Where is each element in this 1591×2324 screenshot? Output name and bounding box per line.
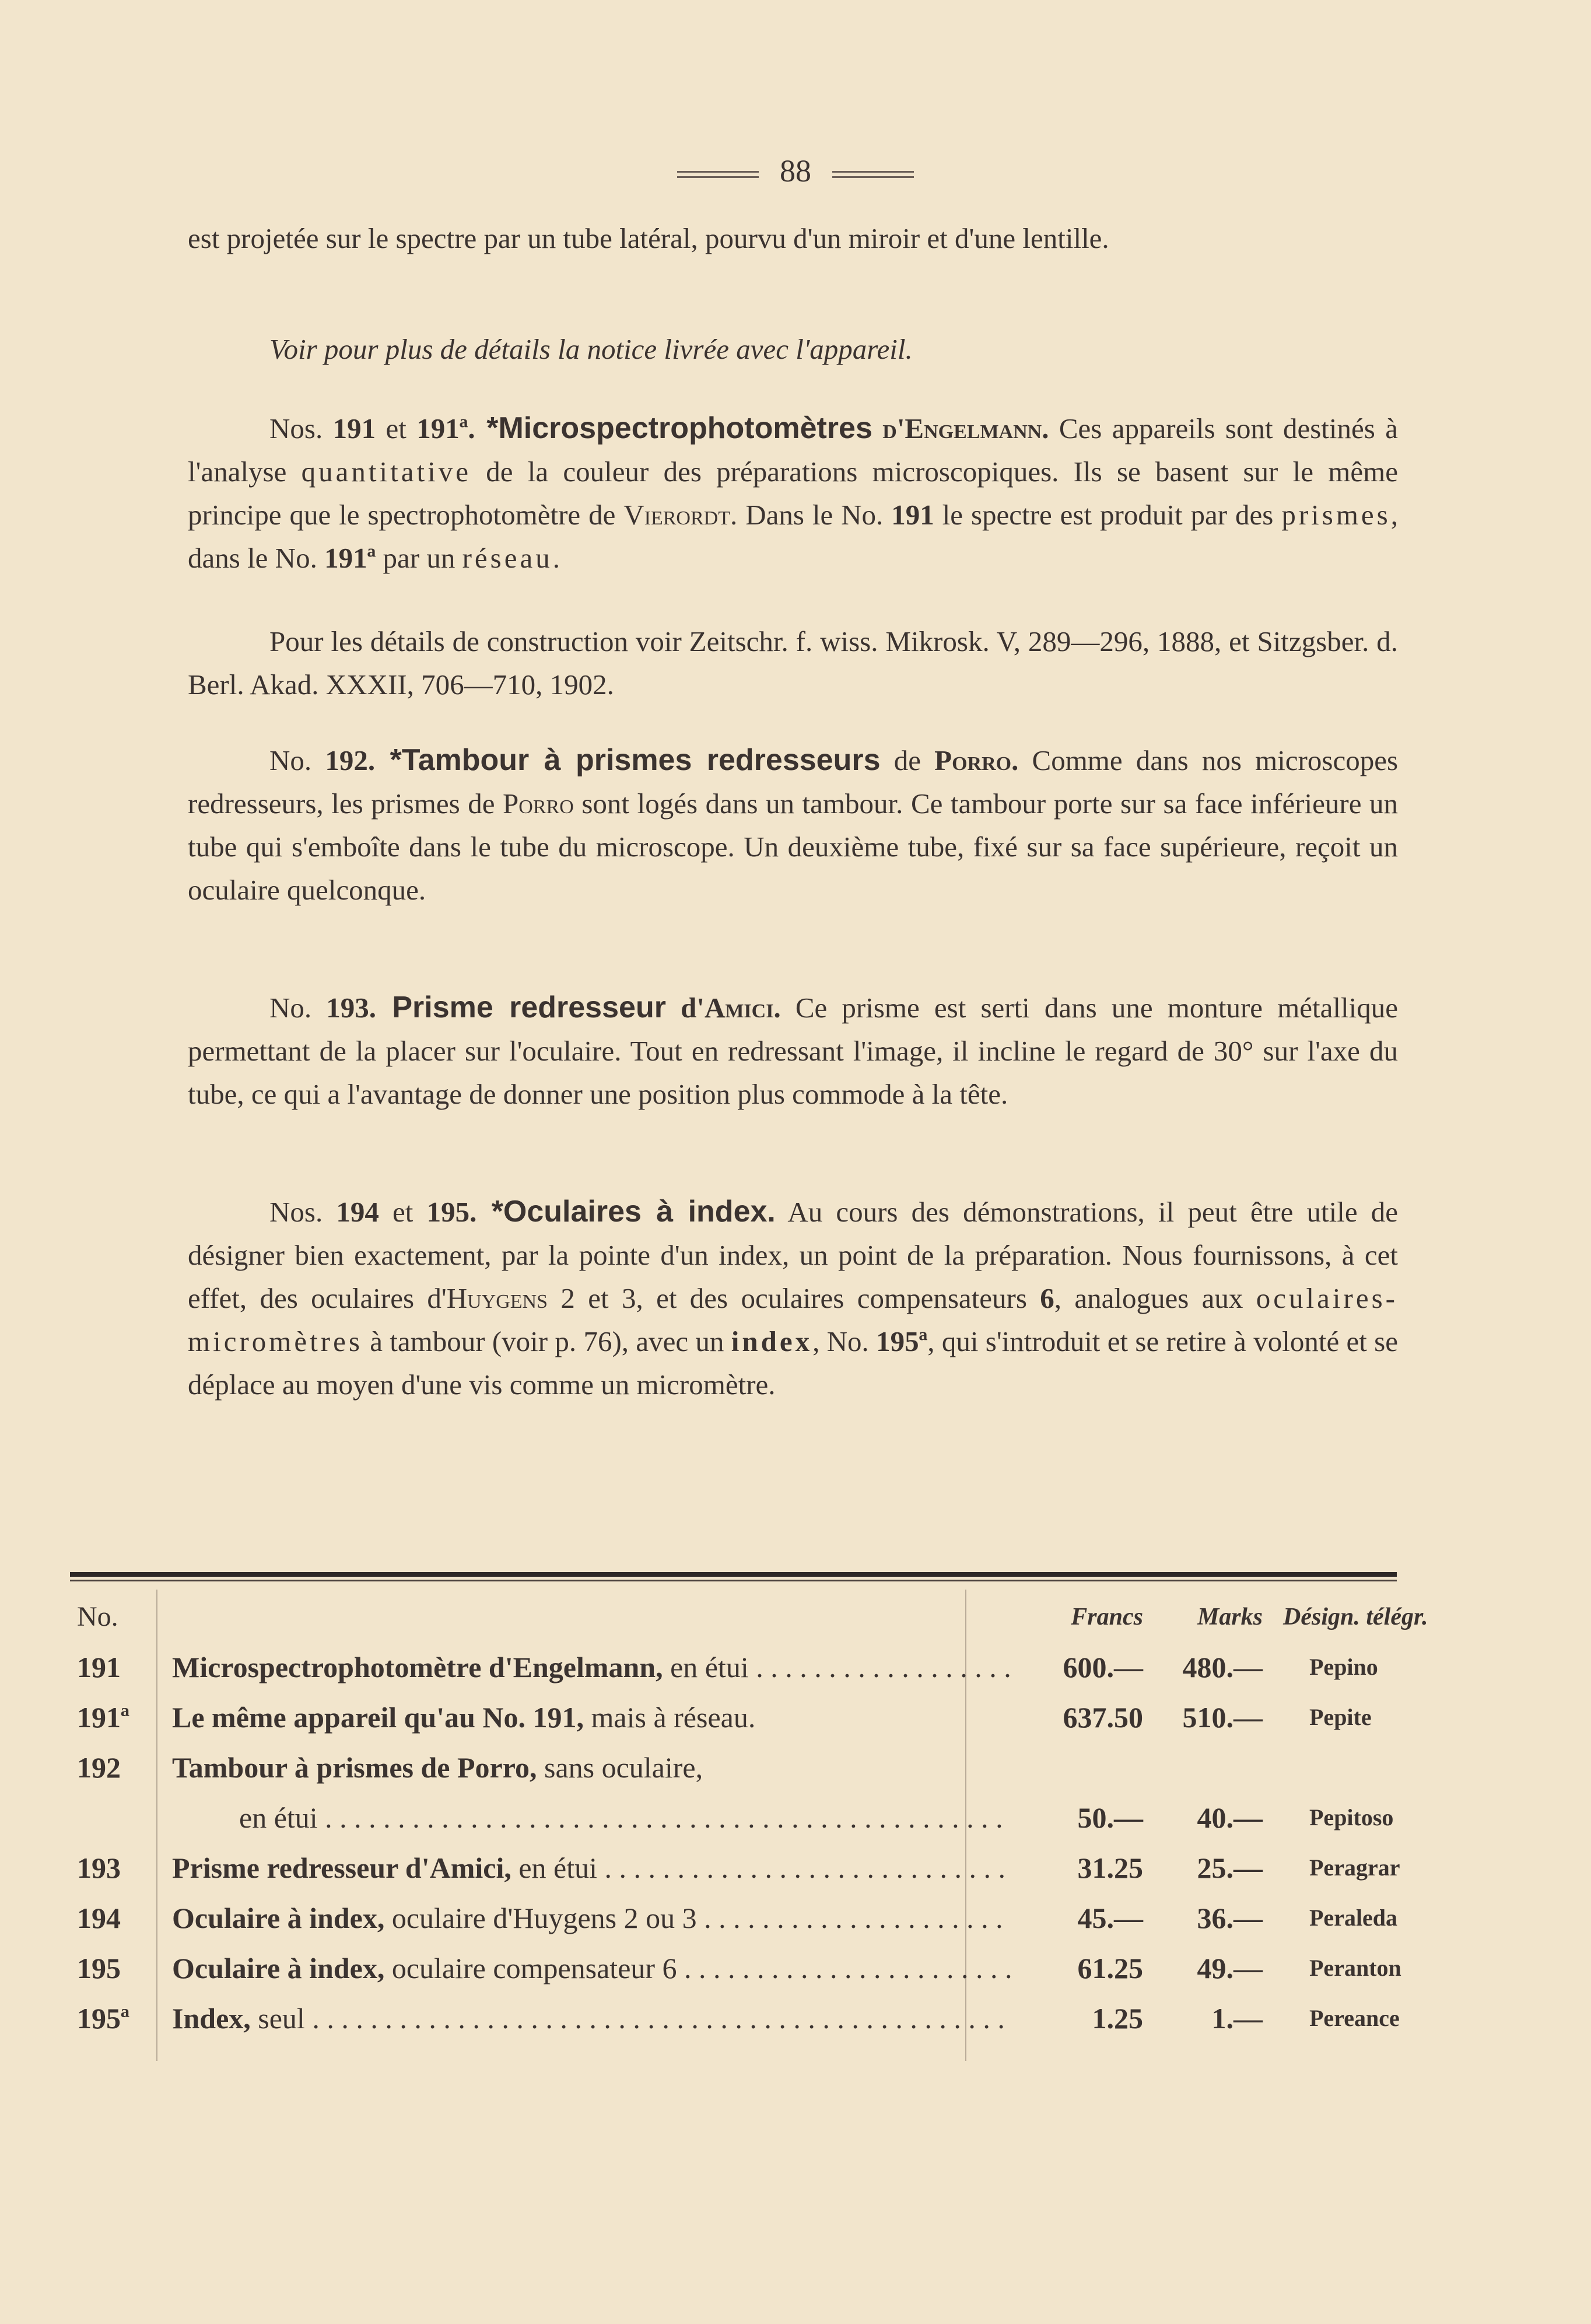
row-description	[172, 1692, 1012, 1742]
table-row-continuation	[70, 1793, 1397, 1843]
paragraph-note: Voir pour plus de détails la notice livrée avec l'appareil.	[269, 333, 913, 365]
table-row	[70, 1843, 1400, 1893]
row-detail: en étui	[663, 1651, 749, 1684]
text: par un	[376, 542, 462, 574]
row-francs: 31.25	[1077, 1852, 1143, 1884]
row-francs: 45.—	[1077, 1902, 1143, 1934]
header-no: No.	[77, 1601, 118, 1632]
row-detail: mais à réseau.	[584, 1701, 756, 1734]
row-description	[172, 1943, 1012, 1993]
row-marks: 480.—	[1182, 1651, 1263, 1684]
item-number: 195ª	[876, 1325, 928, 1357]
section-title: *Microspectrophotomètres	[475, 411, 872, 445]
row-detail-continued: en étui . . .	[239, 1793, 1012, 1843]
section-title: *Oculaires à index.	[476, 1195, 776, 1228]
text: Nos.	[269, 412, 333, 444]
author-name: Huygens	[446, 1282, 548, 1314]
row-detail: oculaire compensateur 6	[384, 1952, 677, 1985]
row-marks: 49.—	[1197, 1952, 1263, 1985]
text: Nos.	[269, 1196, 337, 1228]
text: , analogues aux	[1054, 1282, 1256, 1314]
row-description	[172, 1642, 1012, 1692]
row-title: Oculaire à index,	[172, 1952, 385, 1985]
text: index	[731, 1325, 813, 1357]
row-title: Oculaire à index,	[172, 1902, 385, 1934]
row-telegr: Pepite	[1309, 1704, 1372, 1730]
text: . Dans le No.	[730, 499, 892, 531]
text: , dans le No.	[188, 499, 1398, 574]
row-description	[172, 1893, 1012, 1943]
author-name: Porro	[503, 788, 574, 820]
text: et	[376, 412, 417, 444]
author-name: Amici.	[704, 992, 781, 1024]
table-row	[70, 1692, 1397, 1742]
section-title: Prisme redresseur	[376, 991, 666, 1024]
row-no: 192	[77, 1751, 121, 1784]
author-name: Vierordt	[623, 499, 730, 531]
row-title: Le même appareil qu'au No. 191,	[172, 1701, 584, 1734]
page-number-text: 88	[780, 153, 811, 188]
author-name: Porro.	[934, 744, 1019, 776]
item-number: 195.	[426, 1196, 477, 1228]
text: prismes	[1281, 499, 1391, 531]
table-row	[70, 1742, 1397, 1793]
text: quantitative	[301, 456, 471, 488]
row-no: 195ª	[77, 2002, 129, 2035]
text: 6	[1040, 1282, 1054, 1314]
row-marks: 510.—	[1182, 1701, 1263, 1734]
row-no: 195	[77, 1952, 121, 1985]
text: et	[379, 1196, 427, 1228]
row-francs: 50.—	[1077, 1801, 1143, 1834]
item-number: 194	[336, 1196, 379, 1228]
row-francs: 1.25	[1092, 2002, 1143, 2035]
text: à tambour (voir p. 76), avec un	[362, 1325, 731, 1357]
page-number	[0, 153, 1591, 189]
row-description	[172, 1993, 1012, 2043]
text: No.	[269, 744, 325, 776]
row-title: Prisme redresseur d'Amici,	[172, 1852, 511, 1884]
text: réseau	[462, 542, 553, 574]
table-row	[70, 1943, 1401, 1993]
row-detail: sans oculaire,	[537, 1751, 703, 1784]
paragraph-continuation: est projetée sur le spectre par un tube latéral, pourvu d'un miroir et d'une lentille.	[188, 222, 1109, 254]
text: No.	[269, 992, 327, 1024]
row-detail: en étui	[511, 1852, 598, 1884]
table-top-rule	[70, 1572, 1397, 1581]
header-francs: Francs	[1071, 1604, 1143, 1630]
row-title: Index,	[172, 2002, 251, 2035]
text: de la couleur des préparations microscopiques. Ils se basent sur le même principe que le spectrophotomètre de	[188, 456, 1398, 531]
item-number: 191	[332, 412, 376, 444]
row-description	[172, 1742, 1012, 1793]
text: Au cours des démonstrations, il peut être utile de désigner bien exactement, par la pointe d'un index, un point de la préparation. Nous fournissons, à cet effet, des oculaires d'	[188, 1196, 1398, 1314]
text: oculaires-micromètres	[188, 1282, 1398, 1357]
section-193	[188, 986, 1398, 1116]
header-rule-left	[677, 171, 759, 178]
header-rule-right	[832, 171, 914, 178]
row-description	[172, 1843, 1012, 1893]
row-telegr: Peranton	[1309, 1955, 1401, 1981]
text: Comme dans nos microscopes redresseurs, les prismes de	[188, 744, 1399, 820]
section-192	[188, 738, 1398, 912]
row-marks: 40.—	[1197, 1801, 1263, 1834]
row-francs: 600.—	[1063, 1651, 1143, 1684]
table-header	[70, 1592, 1428, 1642]
text: le spectre est produit par des	[934, 499, 1282, 531]
row-no: 193	[77, 1852, 121, 1884]
row-marks: 25.—	[1197, 1852, 1263, 1884]
row-title: Tambour à prismes de Porro,	[172, 1751, 537, 1784]
row-telegr: Pepitoso	[1309, 1804, 1394, 1831]
row-marks: 1.—	[1211, 2002, 1263, 2035]
row-no: 191ª	[77, 1701, 129, 1734]
text: , qui s'introduit et se retire à volonté et se déplace au moyen d'une vis comme un micromètre.	[188, 1325, 1398, 1401]
section-191	[188, 407, 1398, 580]
item-number: 191ª.	[416, 412, 475, 444]
text: Ce prisme est serti dans une monture métallique permettant de la placer sur l'oculaire. Tout en redressant l'image, il incline le regard de 30° sur l'axe du tube, ce qui a l'avantage de donner une position plus commode à la tête.	[188, 992, 1398, 1110]
header-marks: Marks	[1197, 1604, 1263, 1630]
text: de	[880, 744, 935, 776]
item-number: 191ª	[324, 542, 376, 574]
text: d'	[665, 992, 705, 1024]
item-number: 191	[891, 499, 934, 531]
row-no: 191	[77, 1651, 121, 1684]
text: 2 et 3, et des oculaires compensateurs	[548, 1282, 1040, 1314]
row-detail: seul	[250, 2002, 305, 2035]
row-detail: oculaire d'Huygens 2 ou 3	[384, 1902, 697, 1934]
text: Ces appareils sont destinés à l'analyse	[188, 412, 1398, 488]
row-telegr: Peragrar	[1309, 1854, 1400, 1881]
section-title: *Tambour à prismes redresseurs	[375, 743, 881, 777]
text: .	[552, 542, 560, 574]
table-row	[70, 1893, 1397, 1943]
text: sont logés dans un tambour. Ce tambour porte sur sa face inférieure un tube qui s'emboîte dans le tube du microscope. Un deuxième tube, fixé sur sa face supérieure, reçoit un oculaire quelconque.	[188, 788, 1399, 906]
item-number: 192.	[325, 744, 376, 776]
row-telegr: Pepino	[1309, 1654, 1378, 1680]
item-number: 193.	[326, 992, 377, 1024]
row-no: 194	[77, 1902, 121, 1934]
price-table	[70, 1572, 1428, 2043]
row-francs: 61.25	[1077, 1952, 1143, 1985]
paragraph-reference: Pour les détails de construction voir Zeitschr. f. wiss. Mikrosk. V, 289—296, 1888, et Sitzgsber. d. Berl. Akad. XXXII, 706—710, 1902.	[188, 625, 1398, 701]
text: , No.	[812, 1325, 877, 1357]
row-telegr: Peraleda	[1309, 1905, 1398, 1931]
row-telegr: Pereance	[1309, 2005, 1400, 2031]
row-francs: 637.50	[1063, 1701, 1143, 1734]
row-title: Microspectrophotomètre d'Engelmann,	[172, 1651, 663, 1684]
row-marks: 36.—	[1197, 1902, 1263, 1934]
section-194-195	[188, 1190, 1398, 1406]
table-row	[70, 1642, 1397, 1692]
header-telegr: Désign. télégr.	[1283, 1604, 1428, 1630]
author-name: d'Engelmann.	[872, 412, 1049, 444]
table-row	[70, 1993, 1400, 2043]
